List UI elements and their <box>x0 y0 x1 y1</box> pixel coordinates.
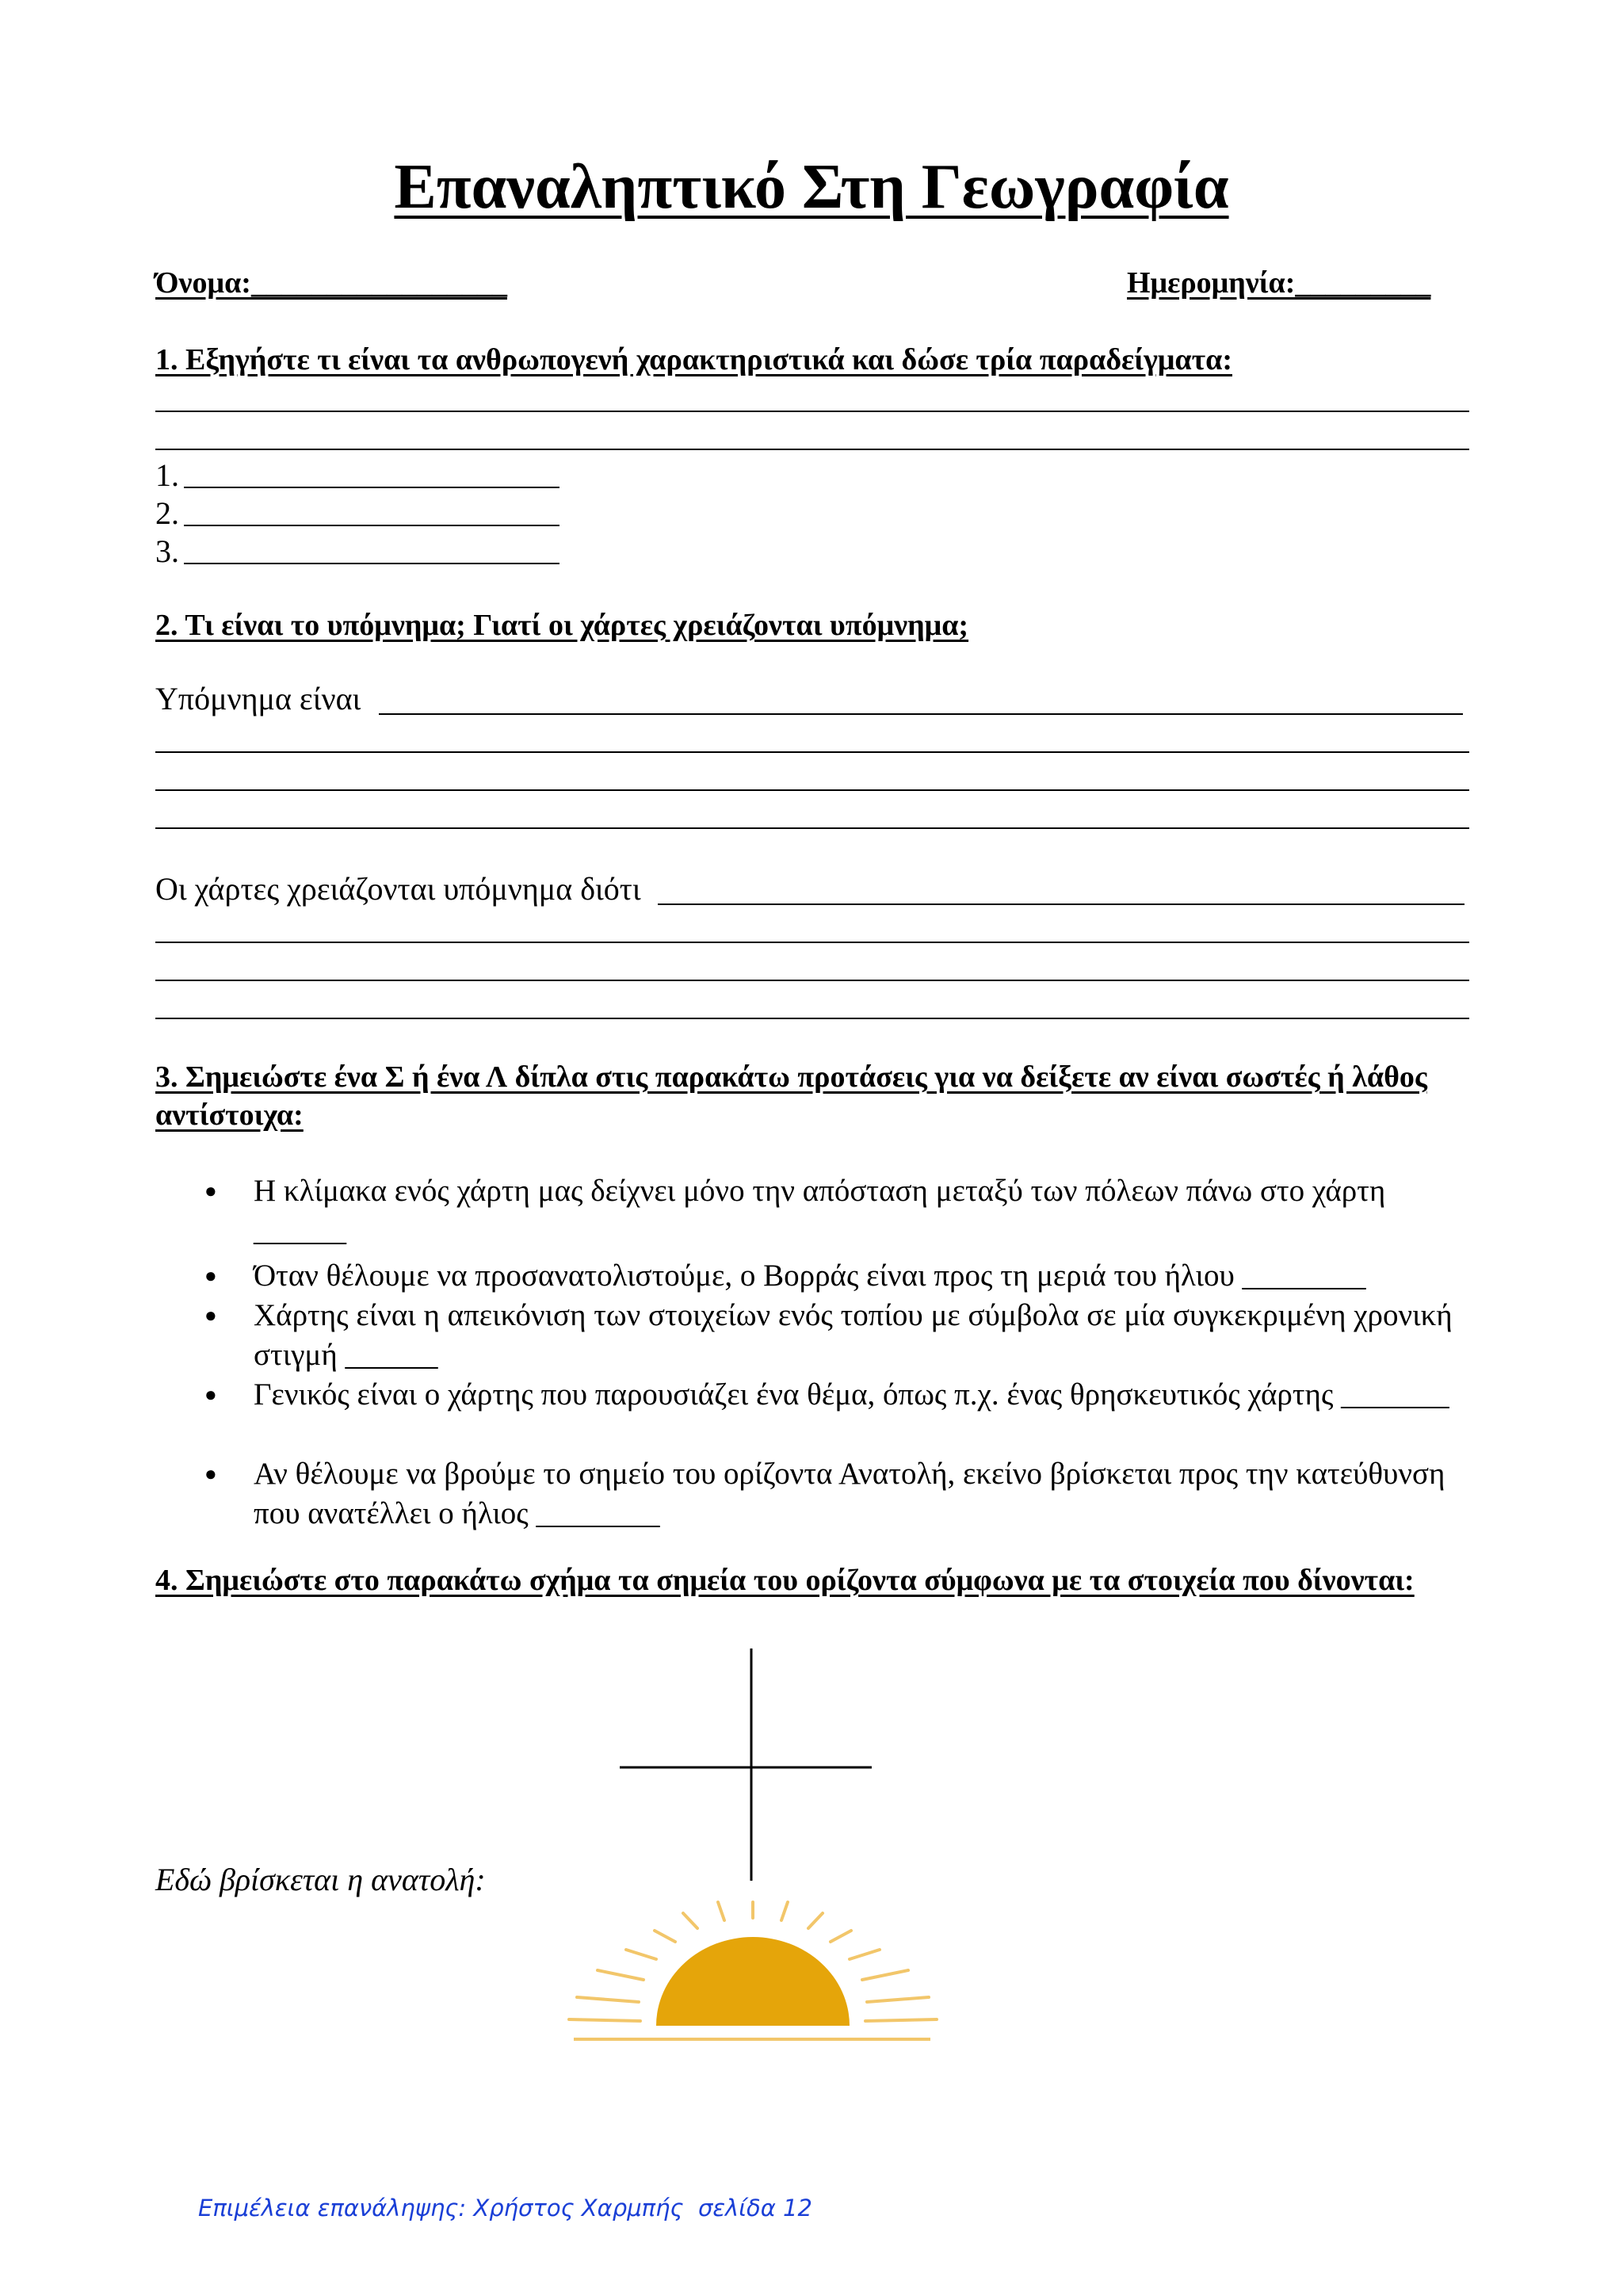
answer-line[interactable] <box>155 411 1469 412</box>
question-1-heading: 1. Εξηγήστε τι είναι τα ανθρωπογενή χαρακτηριστικά και δώσε τρία παραδείγματα: <box>155 343 1232 376</box>
statement-4: Γενικός είναι ο χάρτης που παρουσιάζει ένα θέμα, όπως π.χ. ένας θρησκευτικός χάρτης _______ <box>254 1377 1449 1412</box>
answer-line[interactable] <box>155 751 1469 753</box>
statement-5: Αν θέλουμε να βρούμε το σημείο του ορίζοντα Ανατολή, εκείνο βρίσκεται προς την κατεύθυνση που ανατέλλει ο ήλιος ________ <box>254 1457 1445 1530</box>
answer-line[interactable] <box>155 942 1469 943</box>
page-title: Επαναληπτικό Στη Γεωγραφία <box>394 152 1229 222</box>
answer-line[interactable] <box>155 1018 1469 1019</box>
bullet: ● <box>204 1264 217 1287</box>
answer-line[interactable] <box>379 713 1463 715</box>
sun-icon <box>563 1886 943 2045</box>
date-field[interactable]: Ημερομηνία:_________ <box>1127 266 1431 300</box>
bullet: ● <box>204 1383 217 1406</box>
statement-3: Χάρτης είναι η απεικόνιση των στοιχείων ενός τοπίου με σύμβολα σε μία συγκεκριμένη χρονική στιγμή ______ <box>254 1298 1453 1372</box>
answer-line[interactable] <box>155 449 1469 450</box>
compass-cross[interactable] <box>610 1648 880 1886</box>
example-1-line[interactable] <box>184 487 559 488</box>
legend-reason-prompt: Οι χάρτες χρειάζονται υπόμνημα διότι <box>155 871 641 907</box>
question-2-heading: 2. Τι είναι το υπόμνημα; Γιατί οι χάρτες χρειάζονται υπόμνημα; <box>155 609 969 642</box>
example-1-label: 1. <box>155 457 179 493</box>
statement-1: Η κλίμακα ενός χάρτη μας δείχνει μόνο την απόσταση μεταξύ των πόλεων πάνω στο χάρτη ______ <box>254 1174 1386 1247</box>
answer-line[interactable] <box>658 904 1465 905</box>
example-3-label: 3. <box>155 533 179 569</box>
bullet: ● <box>204 1462 217 1485</box>
question-3-heading: 3. Σημειώστε ένα Σ ή ένα Λ δίπλα στις παρακάτω προτάσεις για να δείξετε αν είναι σωστές ή λάθος αντίστοιχα: <box>155 1060 1427 1132</box>
bullet: ● <box>204 1179 217 1202</box>
example-2-line[interactable] <box>184 525 559 526</box>
answer-line[interactable] <box>155 980 1469 981</box>
bullet: ● <box>204 1304 217 1327</box>
answer-line[interactable] <box>155 827 1469 829</box>
question-4-heading: 4. Σημειώστε στο παρακάτω σχήμα τα σημεία του ορίζοντα σύμφωνα με τα στοιχεία που δίνονται: <box>155 1564 1415 1597</box>
sunrise-label: Εδώ βρίσκεται η ανατολή: <box>155 1862 486 1897</box>
page-footer: Επιμέλεια επανάληψης: Χρήστος Χαρμπής σελίδα 12 <box>198 2195 812 2222</box>
example-2-label: 2. <box>155 495 179 531</box>
example-3-line[interactable] <box>184 563 559 564</box>
legend-prompt: Υπόμνημα είναι <box>155 681 361 716</box>
statement-2: Όταν θέλουμε να προσανατολιστούμε, ο Βορράς είναι προς τη μεριά του ήλιου ________ <box>254 1259 1366 1293</box>
name-field[interactable]: Όνομα:_________________ <box>155 266 507 300</box>
answer-line[interactable] <box>155 789 1469 791</box>
